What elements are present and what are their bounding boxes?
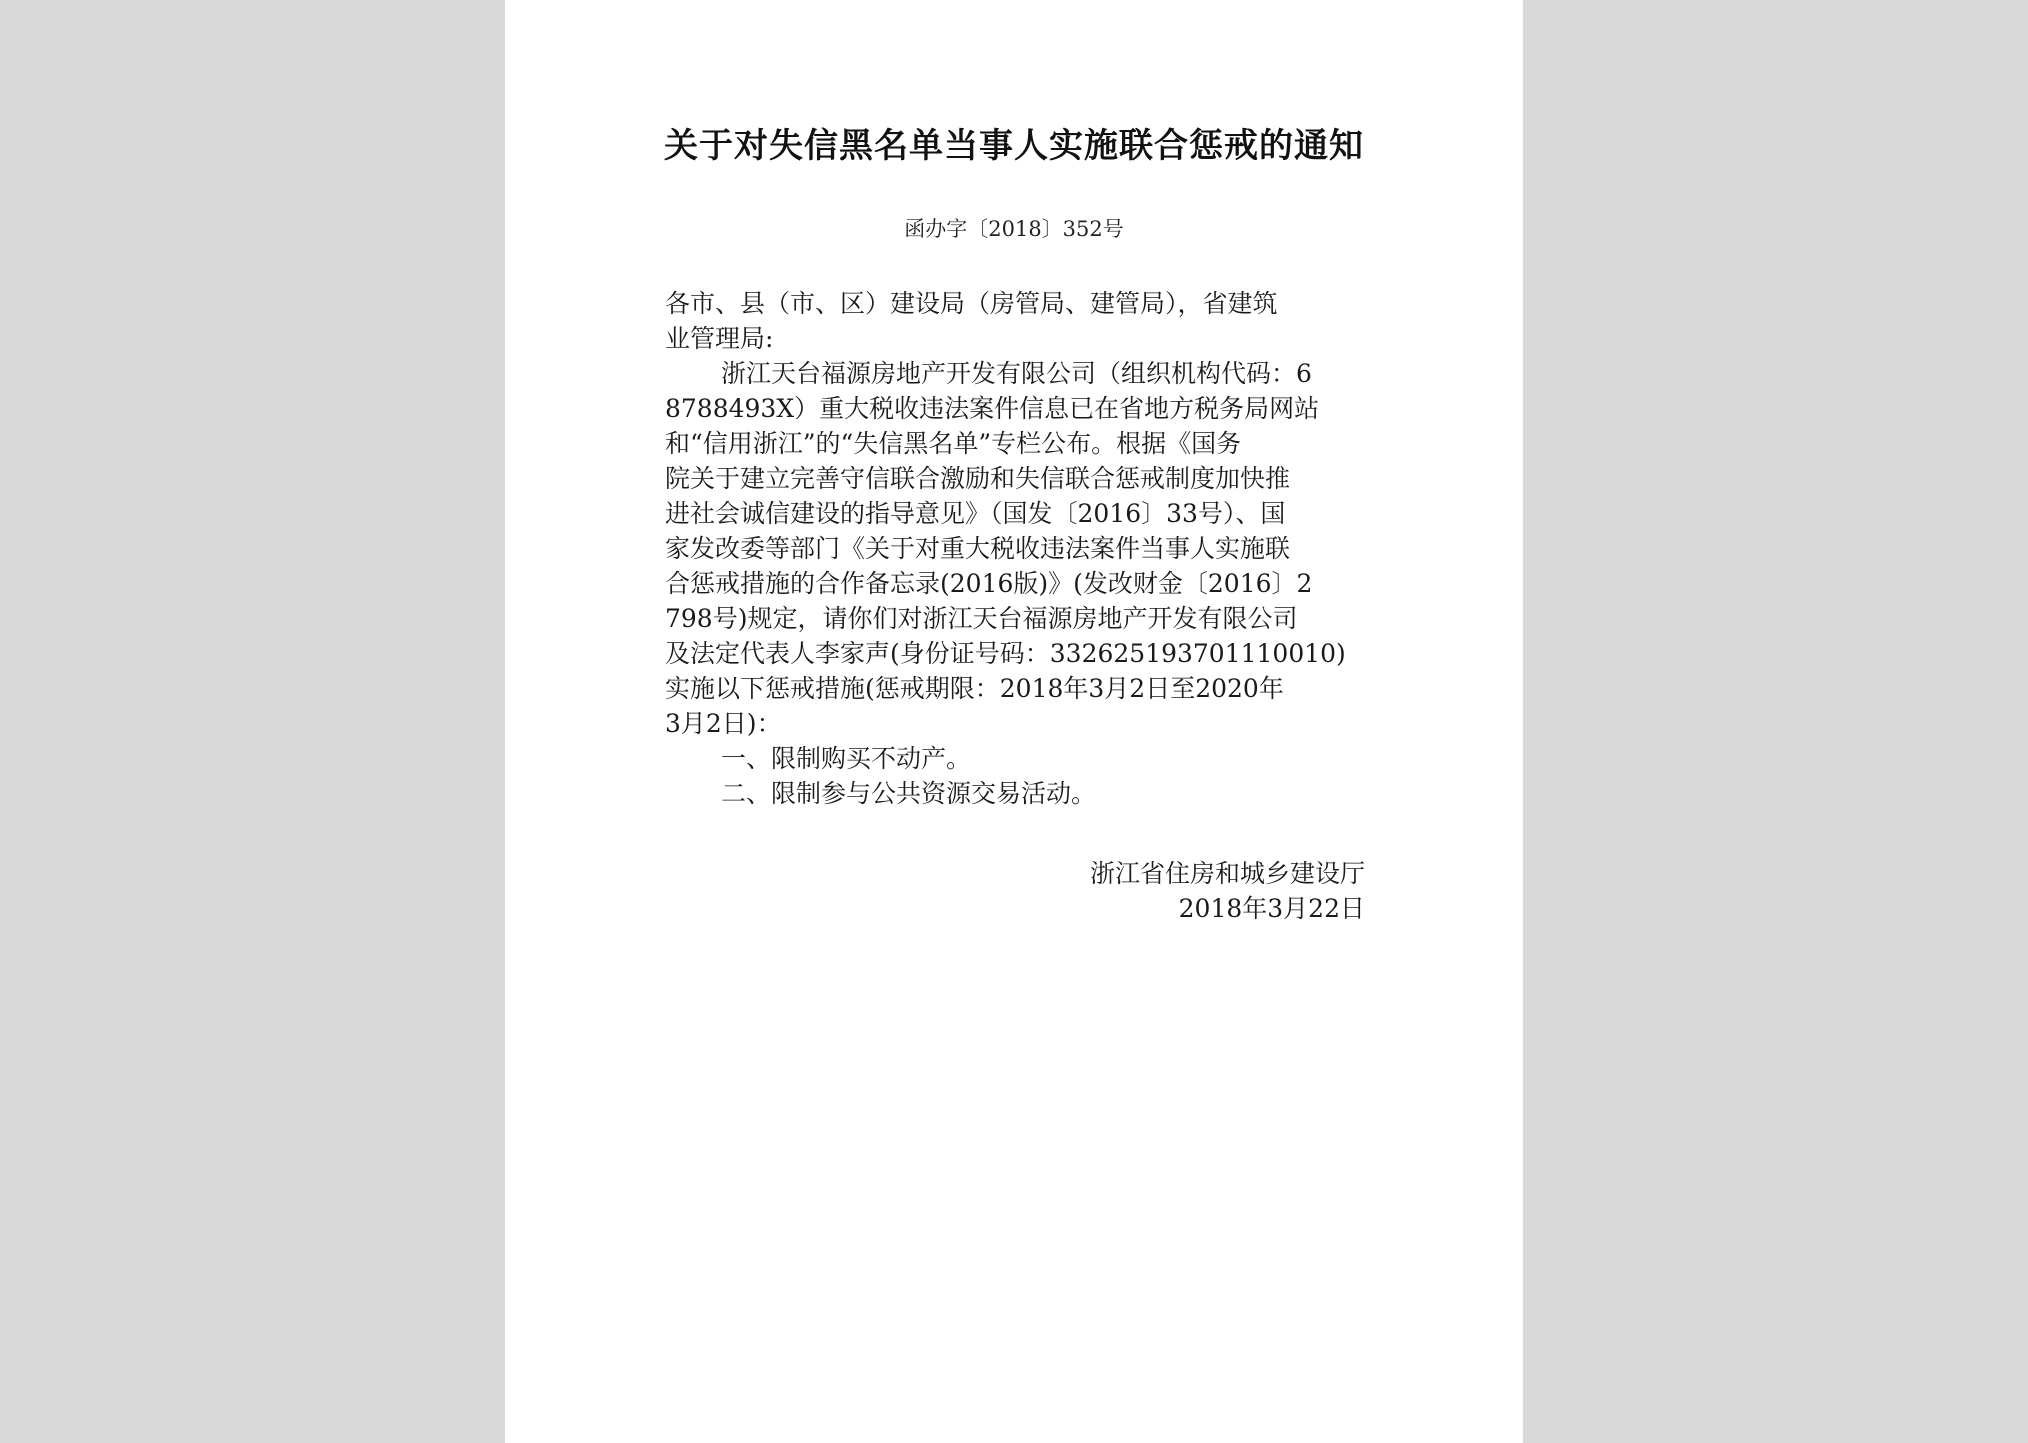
document-page bbox=[505, 0, 1523, 1443]
body-line: 进社会诚信建设的指导意见》（国发〔2016〕33号）、国 bbox=[665, 499, 1286, 528]
document-number: 函办字〔2018〕352号 bbox=[904, 217, 1124, 241]
body-line: 798号)规定，请你们对浙江天台福源房地产开发有限公司 bbox=[665, 604, 1298, 633]
addressee-line: 业管理局: bbox=[665, 324, 774, 353]
body-line: 家发改委等部门《关于对重大税收违法案件当事人实施联 bbox=[665, 534, 1291, 563]
issuer-name: 浙江省住房和城乡建设厅 bbox=[1089, 859, 1365, 888]
document-title: 关于对失信黑名单当事人实施联合惩戒的通知 bbox=[664, 126, 1364, 166]
issue-date: 2018年3月22日 bbox=[1178, 894, 1365, 923]
document-body bbox=[665, 286, 1365, 811]
measure-item: 二、限制参与公共资源交易活动。 bbox=[721, 779, 1097, 808]
body-line: 浙江天台福源房地产开发有限公司（组织机构代码：6 bbox=[721, 359, 1312, 388]
body-line: 院关于建立完善守信联合激励和失信联合惩戒制度加快推 bbox=[665, 464, 1291, 493]
addressee-line: 各市、县（市、区）建设局（房管局、建管局），省建筑 bbox=[665, 289, 1278, 318]
body-line: 和“信用浙江”的“失信黑名单”专栏公布。根据《国务 bbox=[665, 429, 1242, 458]
body-line: 3月2日)： bbox=[665, 709, 782, 738]
measure-item: 一、限制购买不动产。 bbox=[721, 744, 972, 773]
body-line: 合惩戒措施的合作备忘录(2016版)》(发改财金〔2016〕2 bbox=[665, 569, 1313, 598]
body-line: 实施以下惩戒措施(惩戒期限：2018年3月2日至2020年 bbox=[665, 674, 1284, 703]
body-line: 8788493X）重大税收违法案件信息已在省地方税务局网站 bbox=[665, 394, 1320, 423]
body-line: 及法定代表人李家声(身份证号码：332625193701110010) bbox=[665, 639, 1346, 668]
signature-block bbox=[665, 856, 1365, 926]
